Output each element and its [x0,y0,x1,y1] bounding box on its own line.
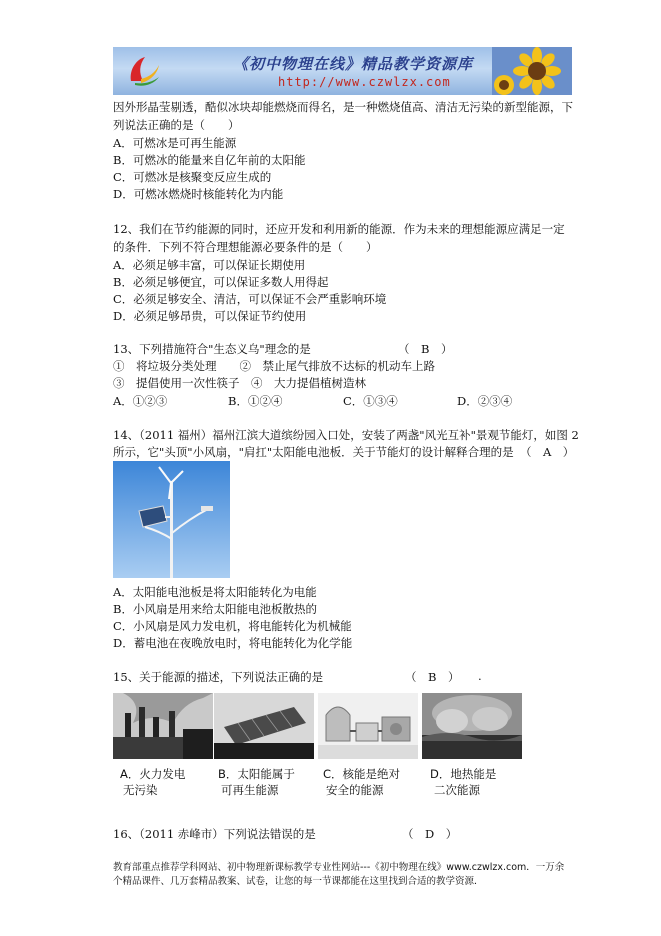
q15-caption-c-line2: 安全的能源 [326,783,384,797]
q13-items-line1: ① 将垃圾分类处理 ② 禁止尾气排放不达标的机动车上路 [113,359,435,373]
q15-caption-d-line2: 二次能源 [434,783,480,797]
q15-caption-b-line2: 可再生能源 [221,783,279,797]
banner-title: 《初中物理在线》精品教学资源库 [233,55,474,73]
sunflower-icon [492,47,572,95]
q15-caption-b-line1: B．太阳能属于 [218,767,295,781]
q15-stem: 15、关于能源的描述，下列说法正确的是 [113,670,324,684]
q13-option-c: C．①③④ [343,394,398,408]
q11-option-d: D．可燃冰燃烧时核能转化为内能 [113,187,284,201]
q14-stem-line2: 所示，它"头顶"小风扇，"肩扛"太阳能电池板．关于节能灯的设计解释合理的是 [113,445,514,459]
geothermal-figure [422,693,522,759]
nuclear-plant-diagram-figure [318,693,418,759]
q12-option-c: C．必须足够安全、清洁，可以保证不会严重影响环境 [113,292,387,306]
q13-answer: （ B ） [398,342,453,356]
q15-caption-c-line1: C．核能是绝对 [323,767,401,781]
q11-option-c: C．可燃冰是核聚变反应生成的 [113,170,272,184]
q12-option-a: A．必须足够丰富，可以保证长期使用 [113,258,306,272]
q12-stem-line1: 12、我们在节约能源的同时，还应开发和利用新的能源．作为未来的理想能源应满足一定 [113,222,565,236]
banner-url[interactable]: http://www.czwlzx.com [278,75,451,89]
q13-stem: 13、下列措施符合"生态义乌"理念的是 [113,342,311,356]
solar-panel-figure [214,693,314,759]
q14-answer: （ A ） [520,445,575,459]
thermal-power-plant-figure [113,693,213,759]
site-logo-icon [123,51,163,91]
solar-wind-streetlamp-figure [113,461,230,578]
q15-dot: . [478,669,482,683]
q11-option-b: B．可燃冰的能量来自亿年前的太阳能 [113,153,306,167]
q14-option-c: C．小风扇是风力发电机，将电能转化为机械能 [113,619,352,633]
q14-option-b: B．小风扇是用来给太阳能电池板散热的 [113,602,317,616]
q13-option-a: A．①②③ [113,394,168,408]
header-banner [113,47,572,95]
q11-option-a: A．可燃冰是可再生能源 [113,136,237,150]
q12-option-d: D．必须足够昂贵，可以保证节约使用 [113,309,307,323]
q15-caption-d-line1: D．地热能是 [430,767,497,781]
q14-option-d: D．蓄电池在夜晚放电时，将电能转化为化学能 [113,636,353,650]
q14-option-a: A．太阳能电池板是将太阳能转化为电能 [113,585,317,599]
q11-stem-line1: 因外形晶莹剔透，酷似冰块却能燃烧而得名，是一种燃烧值高、清洁无污染的新型能源，下 [113,100,573,114]
q12-stem-line2: 的条件．下列不符合理想能源必要条件的是（ ） [113,240,378,254]
q13-option-d: D．②③④ [457,394,513,408]
q15-caption-a-line2: 无污染 [123,783,158,797]
q13-option-b: B．①②④ [228,394,283,408]
q16-answer: （ D ） [402,827,458,841]
q12-option-b: B．必须足够便宜，可以保证多数人用得起 [113,275,329,289]
q14-stem-line1: 14、（2011 福州）福州江滨大道缤纷园入口处，安装了两盏"风光互补"景观节能灯，如图 2 [113,428,579,442]
q16-stem: 16、（2011 赤峰市）下列说法错误的是 [113,827,316,841]
q15-caption-a-line1: A．火力发电 [120,767,186,781]
q13-items-line2: ③ 提倡使用一次性筷子 ④ 大力提倡植树造林 [113,376,366,390]
footer-line2: 个精品课件、几万套精品教案、试卷，让您的每一节课都能在这里找到合适的教学资源． [113,876,484,887]
q11-stem-line2: 列说法正确的是（ ） [113,118,240,132]
footer-line1: 教育部重点推荐学科网站、初中物理新课标教学专业性网站---《初中物理在线》www.czwlzx.com．一万余 [113,862,565,873]
q15-answer: （ B ） [405,670,460,684]
